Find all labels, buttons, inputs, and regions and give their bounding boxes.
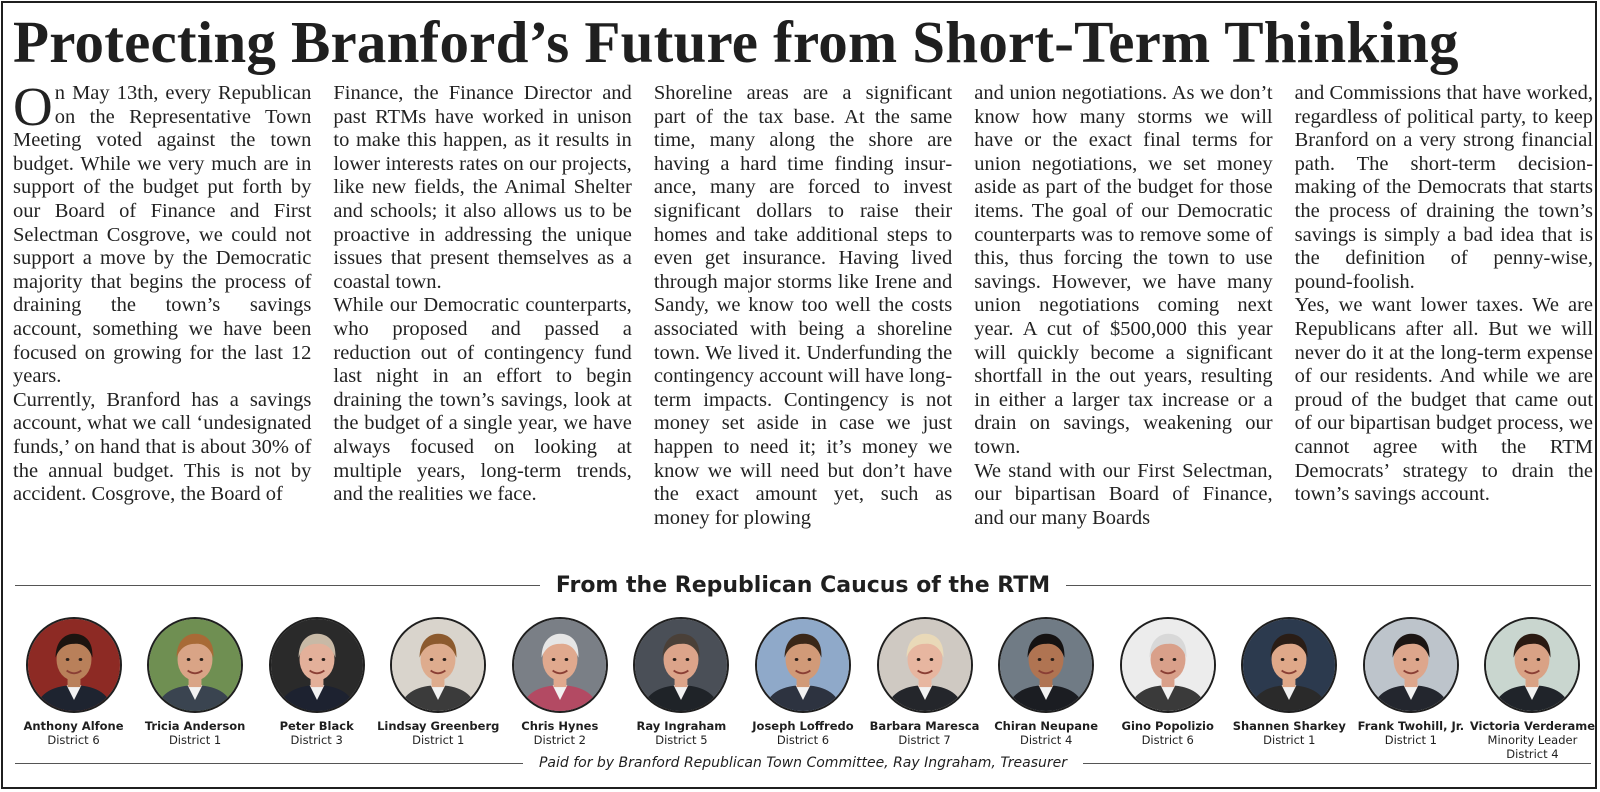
- member-district: District 3: [290, 733, 343, 747]
- member-name: Gino Popolizio: [1121, 719, 1214, 733]
- member-photo: [633, 617, 729, 713]
- article-paragraph: We stand with our First Selectman, our bipartisan Board of Finance, and our many Boards: [974, 459, 1273, 529]
- member-name: Joseph Loffredo: [752, 719, 854, 733]
- member-card: [1107, 617, 1228, 767]
- member-name: Chris Hynes: [521, 719, 599, 733]
- member-name: Ray Ingraham: [636, 719, 727, 733]
- member-photo: [755, 617, 851, 713]
- member-card: [986, 617, 1107, 767]
- member-name: Chiran Neupane: [994, 719, 1099, 733]
- member-photo: [1484, 617, 1580, 713]
- member-name: Anthony Alfone: [23, 719, 124, 733]
- member-card: [13, 617, 134, 767]
- paid-for-notice: Paid for by Branford Republican Town Committee, Ray Ingraham, Treasurer: [538, 755, 1068, 771]
- member-card: [135, 617, 256, 767]
- divider-left: [15, 585, 540, 586]
- headline: Protecting Branford’s Future from Short-Term Thinking: [13, 9, 1459, 75]
- member-card: [1350, 617, 1471, 767]
- member-card: [256, 617, 377, 767]
- member-district: District 1: [168, 733, 222, 747]
- member-card: [1469, 617, 1596, 767]
- article-body: [13, 76, 1594, 562]
- member-card: [621, 617, 742, 767]
- member-district: District 7: [898, 733, 951, 747]
- member-district: District 5: [655, 733, 708, 747]
- member-photo: [998, 617, 1094, 713]
- member-card: [499, 617, 620, 767]
- member-district: District 6: [47, 733, 100, 747]
- member-district: District 6: [776, 733, 830, 747]
- drop-cap: O: [13, 76, 53, 137]
- member-card: [742, 617, 863, 767]
- member-photo: [269, 617, 365, 713]
- member-photo: [1241, 617, 1337, 713]
- article-paragraph: Finance, the Finance Director and past RTMs have worked in unison to make this happen, as it results in lower interests rates on our projects, like new fields, the Animal Shelter and schools; it also allows us to be proactive in addressing the unique issues that present themselves as a coastal town.: [333, 82, 632, 293]
- article-paragraph: Yes, we want lower taxes. We are Republicans after all. But we will never do it at the long-term expense of our residents. And while we are proud of the budget that came out of our bipartisan budget process, we cannot agree with the RTM Democrats’ strategy to drain the town’s savings account.: [1294, 294, 1594, 506]
- member-name: Victoria Verderame: [1469, 719, 1596, 733]
- article-paragraph: Shoreline areas are a significant part of the tax base. At the same time, many along the shore are having a hard time finding insurance, many are forced to invest significant dollars to raise their homes and take additional steps to even get insurance. Having lived through major storms like Irene and Sandy, we know too well the costs associated with being a shoreline town. We lived it. Underfunding the contingency account will have long-term impacts. Contingency is not money set aside in case we just happen to need it; it’s money we know we will need but don’t have the exact amount yet, such as money for plowing: [653, 82, 953, 529]
- article-column-3: [654, 82, 952, 562]
- article-column-5: [1295, 82, 1593, 562]
- article-paragraph: and Commissions that have worked, regardless of political party, to keep Branford on a very strong financial path. The short-term decision-making of the Democrats that starts the process of draining the town’s savings is simply a bad idea that is the definition of penny-wise, pound-foolish.: [1294, 82, 1594, 293]
- member-district: District 1: [1263, 733, 1316, 747]
- divider-right: [1083, 763, 1591, 764]
- member-district: District 2: [533, 733, 586, 747]
- divider-left: [15, 763, 523, 764]
- member-district: District 6: [1141, 733, 1194, 747]
- member-photo: [877, 617, 973, 713]
- member-name: Shannen Sharkey: [1232, 719, 1346, 733]
- member-card: [1229, 617, 1350, 767]
- member-name: Barbara Maresca: [869, 719, 980, 733]
- article-column-2: [333, 82, 631, 562]
- article-paragraph: While our Democratic counterparts, who proposed and passed a reduction out of contingency fund last night in an effort to begin draining the town’s savings, look at the budget of a single year, we have always focused on looking at multiple years, long-term trends, and the realities we face.: [333, 294, 632, 506]
- member-card: [864, 617, 985, 767]
- member-photo: [26, 617, 122, 713]
- member-photo: [1120, 617, 1216, 713]
- member-name: Peter Black: [279, 719, 354, 733]
- article-paragraph: Currently, Branford has a savings account, what we call ‘undesignated funds,’ on hand that is about 30% of the annual budget. This is not by accident. Cosgrove, the Board of: [13, 388, 312, 506]
- member-district: District 1: [412, 733, 465, 747]
- advertisement-frame: [1, 1, 1597, 789]
- article-column-4: [974, 82, 1272, 562]
- member-name: Lindsay Greenberg: [377, 719, 500, 733]
- article-column-1: [13, 76, 312, 562]
- member-gallery: [13, 617, 1596, 767]
- footer-row: [15, 749, 1591, 777]
- caucus-heading: From the Republican Caucus of the RTM: [555, 572, 1051, 598]
- divider-right: [1066, 585, 1591, 586]
- member-card: [378, 617, 499, 767]
- article-paragraph: [13, 76, 312, 389]
- member-name: Frank Twohill, Jr.: [1357, 719, 1465, 733]
- member-name: Tricia Anderson: [144, 719, 246, 733]
- member-district: Minority Leader: [1487, 733, 1578, 747]
- caucus-heading-row: [15, 571, 1591, 599]
- member-district: District 4: [1019, 733, 1073, 747]
- member-photo: [390, 617, 486, 713]
- article-paragraph: and union negotiations. As we don’t know how many storms we will have or the exact final terms for union negotiations, we set money aside as part of the budget for those items. The goal of our Democratic counterparts was to remove some of this, thus forcing the town to use savings. However, we have many union negotiations coming next year. A cut of $500,000 this year will quickly become a significant shortfall in the out years, resulting in either a larger tax increase or a drain on savings, weakening our town.: [974, 82, 1273, 458]
- paragraph-text: n May 13th, every Republican on the Representative Town Meeting voted against the town budget. While we very much are in support of the budget put forth by our Board of Finance and First Selectman Cosgrove, we could not support a move by the Democratic majority that begins the process of draining the town’s savings account, something we have been focused on growing for the last 12 years.: [13, 82, 312, 388]
- member-photo: [147, 617, 243, 713]
- member-photo: [1363, 617, 1459, 713]
- member-district: District 1: [1384, 733, 1437, 747]
- member-photo: [512, 617, 608, 713]
- member-district: District 4: [1506, 747, 1559, 761]
